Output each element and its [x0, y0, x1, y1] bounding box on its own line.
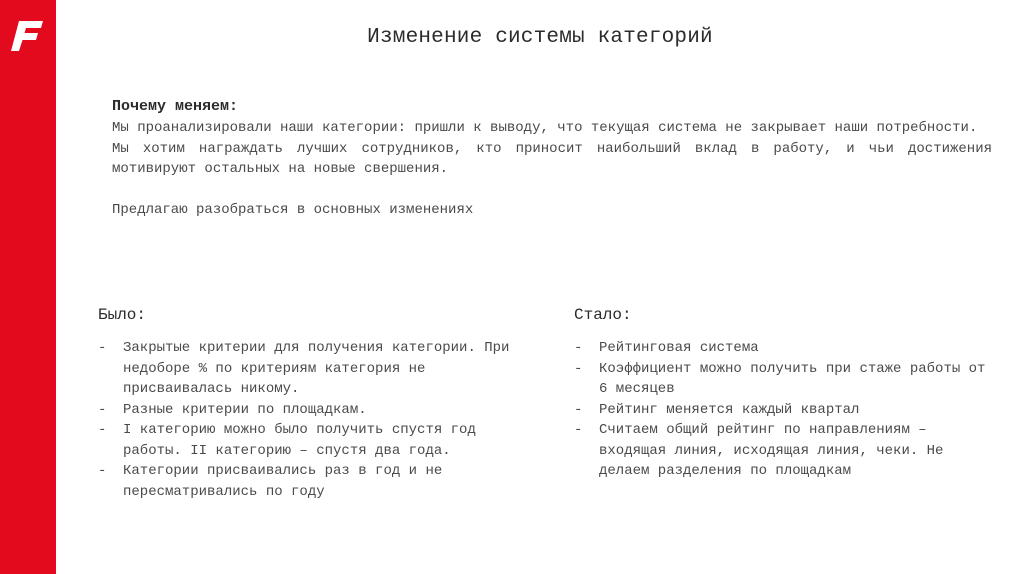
list-item — [98, 338, 528, 400]
after-column — [574, 306, 994, 482]
after-list — [574, 338, 994, 482]
list-item — [574, 420, 994, 482]
list-item — [98, 461, 528, 502]
before-list — [98, 338, 528, 502]
list-item-text: I категорию можно было получить спустя год работы. II категорию – спустя два года. — [123, 422, 476, 459]
dash-marker: - — [574, 360, 583, 377]
before-heading: Было: — [98, 306, 147, 324]
why-paragraph: Предлагаю разобраться в основных изменениях — [112, 201, 474, 218]
list-item — [98, 420, 528, 461]
dash-marker: - — [98, 401, 107, 418]
list-item-text: Разные критерии по площадкам. — [123, 401, 367, 418]
why-heading: Почему меняем: — [112, 98, 239, 115]
list-item-text: Закрытые критерии для получения категории. При недоборе % по критериям категория не присваивалась никому. — [123, 340, 510, 397]
list-item-text: Категории присваивались раз в год и не пересматривались по году — [123, 463, 443, 500]
list-item — [574, 338, 994, 359]
list-item — [574, 400, 994, 421]
list-item — [574, 359, 994, 400]
dash-marker: - — [98, 340, 107, 356]
dash-marker: - — [98, 463, 107, 479]
dash-marker: - — [574, 401, 583, 418]
list-item-text: Рейтинговая система — [599, 340, 759, 356]
list-item — [98, 400, 528, 421]
brand-sidebar — [0, 0, 56, 574]
before-column — [98, 306, 528, 502]
why-section — [112, 98, 992, 220]
list-item-text: Коэффициент можно получить при стаже работы от 6 месяцев — [599, 360, 986, 397]
why-paragraph: Мы хотим награждать лучших сотрудников, кто приносит наибольший вклад в работу, и чьи достижения мотивируют остальных на новые свершения. — [112, 140, 992, 177]
dash-marker: - — [574, 340, 583, 356]
list-item-text: Считаем общий рейтинг по направлениям – входящая линия, исходящая линия, чеки. Не делаем разделения по площадкам — [599, 422, 944, 479]
why-paragraph: Мы проанализировали наши категории: пришли к выводу, что текущая система не закрывает наши потребности. — [112, 120, 978, 136]
dash-marker: - — [574, 422, 583, 438]
after-heading: Стало: — [574, 306, 632, 324]
list-item-text: Рейтинг меняется каждый квартал — [599, 401, 860, 418]
page-title: Изменение системы категорий — [367, 26, 713, 49]
dash-marker: - — [98, 422, 107, 438]
